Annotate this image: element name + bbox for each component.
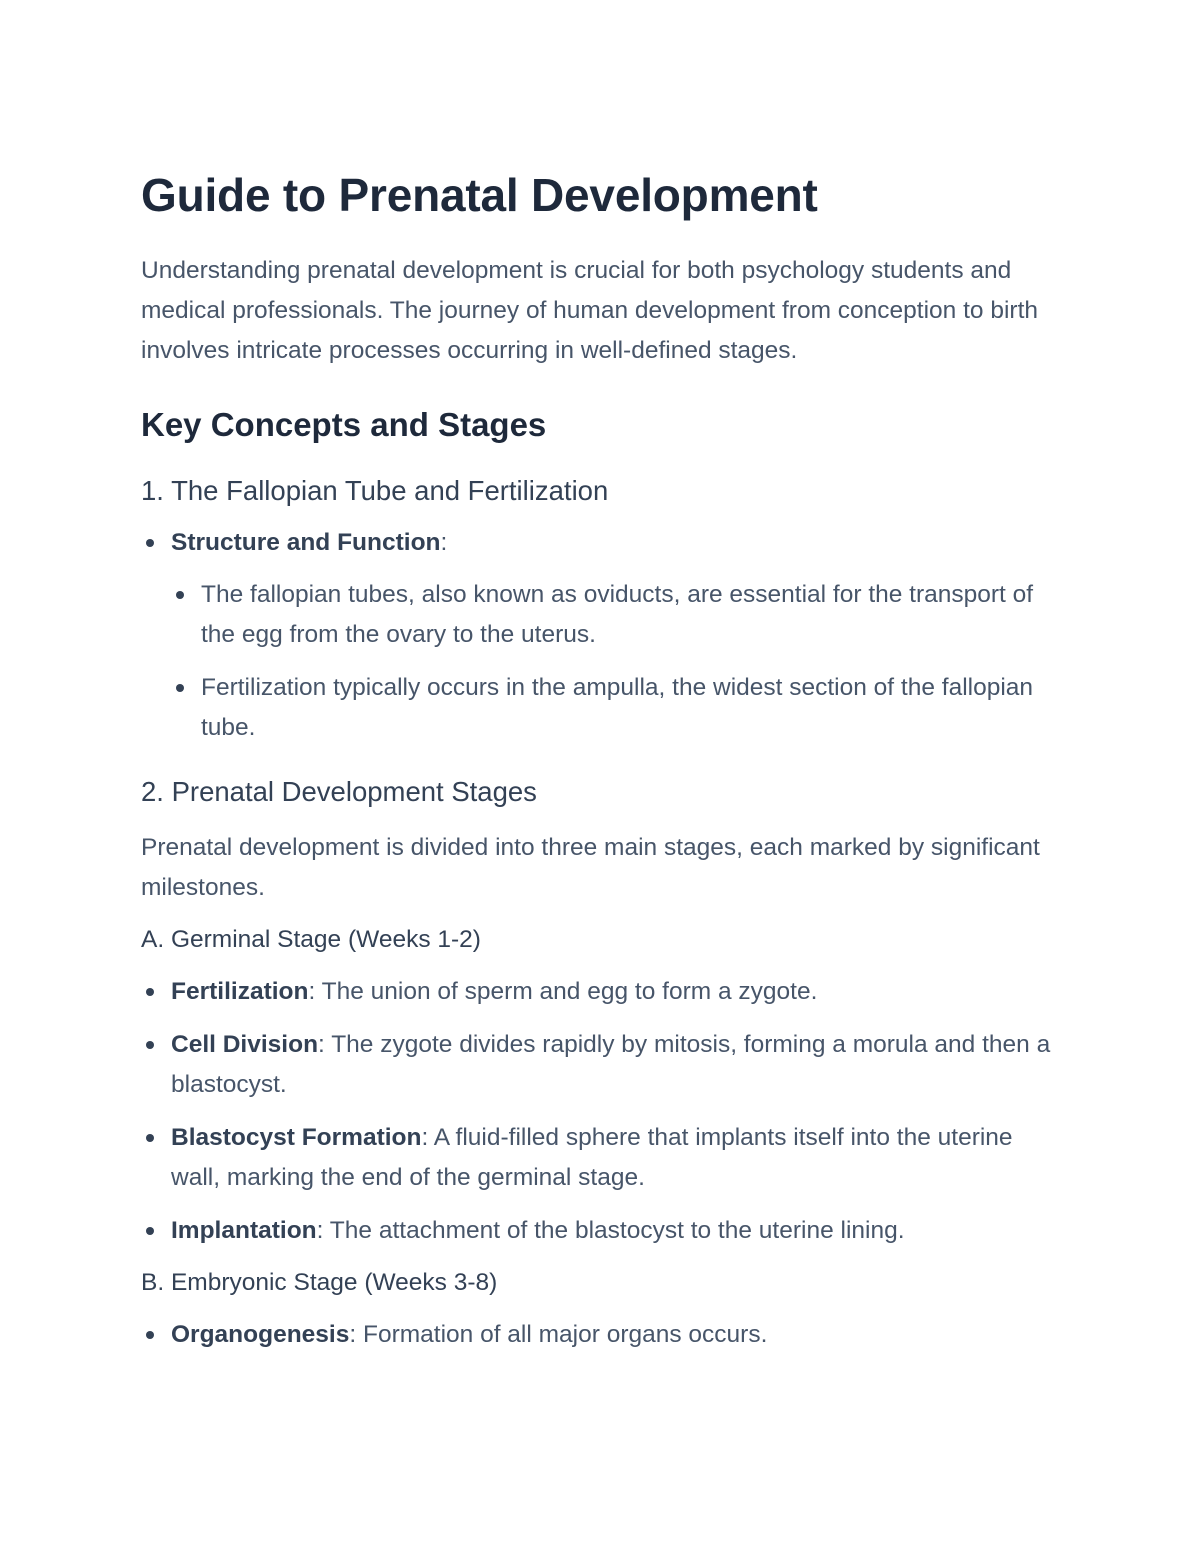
bullet-icon (176, 684, 184, 692)
list-item-term: Organogenesis (171, 1321, 350, 1348)
germinal-stage-list (141, 972, 1051, 1251)
bullet-icon (146, 1134, 154, 1142)
structure-function-sublist (171, 575, 1051, 748)
sublist-item (171, 668, 1051, 748)
intro-paragraph: Understanding prenatal development is crucial for both psychology students and medical professionals. The journey of human development from conception to birth involves intricate processes occurring in well-defined stages. (141, 257, 1039, 364)
page-title: Guide to Prenatal Development (141, 169, 818, 221)
fallopian-list (141, 523, 1051, 748)
list-item (141, 1118, 1051, 1198)
bullet-icon (146, 539, 154, 547)
list-item (141, 972, 1051, 1012)
list-item-text: : The union of sperm and egg to form a zygote. (308, 978, 818, 1005)
subsection-heading-fallopian-tube: 1. The Fallopian Tube and Fertilization (141, 475, 609, 506)
list-item-term: Structure and Function (171, 529, 441, 556)
stages-intro-paragraph: Prenatal development is divided into three main stages, each marked by significant milestones. (141, 834, 1040, 901)
section-heading-key-concepts: Key Concepts and Stages (141, 406, 547, 443)
list-item-term: Blastocyst Formation (171, 1124, 422, 1151)
embryonic-stage-list (141, 1315, 1051, 1355)
stage-heading-germinal: A. Germinal Stage (Weeks 1-2) (141, 926, 481, 953)
list-item-text: : Formation of all major organs occurs. (349, 1321, 768, 1348)
list-item-text: : A fluid-filled sphere that implants itself into the uterine wall, marking the end of the germinal stage. (171, 1124, 1013, 1191)
list-item (141, 1315, 1051, 1355)
sublist-item (171, 575, 1051, 655)
list-item-term: Cell Division (171, 1031, 319, 1058)
list-item-term: Implantation (171, 1217, 317, 1244)
sublist-item-text: Fertilization typically occurs in the ampulla, the widest section of the fallopian tube. (201, 674, 1034, 741)
subsection-heading-prenatal-stages: 2. Prenatal Development Stages (141, 776, 537, 807)
sublist-item-text: The fallopian tubes, also known as oviducts, are essential for the transport of the egg from the ovary to the uterus. (201, 581, 1034, 648)
list-item-term: Fertilization (171, 978, 309, 1005)
bullet-icon (146, 1331, 154, 1339)
list-item-structure-function (141, 523, 1051, 748)
list-item (141, 1211, 1051, 1251)
bullet-icon (146, 1041, 154, 1049)
bullet-icon (146, 1227, 154, 1235)
list-item (141, 1025, 1051, 1105)
bullet-icon (176, 591, 184, 599)
bullet-icon (146, 988, 154, 996)
document-page (141, 165, 1051, 1355)
list-item-text: : The zygote divides rapidly by mitosis, forming a morula and then a blastocyst. (171, 1031, 1051, 1098)
stage-heading-embryonic: B. Embryonic Stage (Weeks 3-8) (141, 1269, 498, 1296)
list-item-text: : The attachment of the blastocyst to the uterine lining. (316, 1217, 905, 1244)
list-item-suffix: : (440, 529, 448, 556)
